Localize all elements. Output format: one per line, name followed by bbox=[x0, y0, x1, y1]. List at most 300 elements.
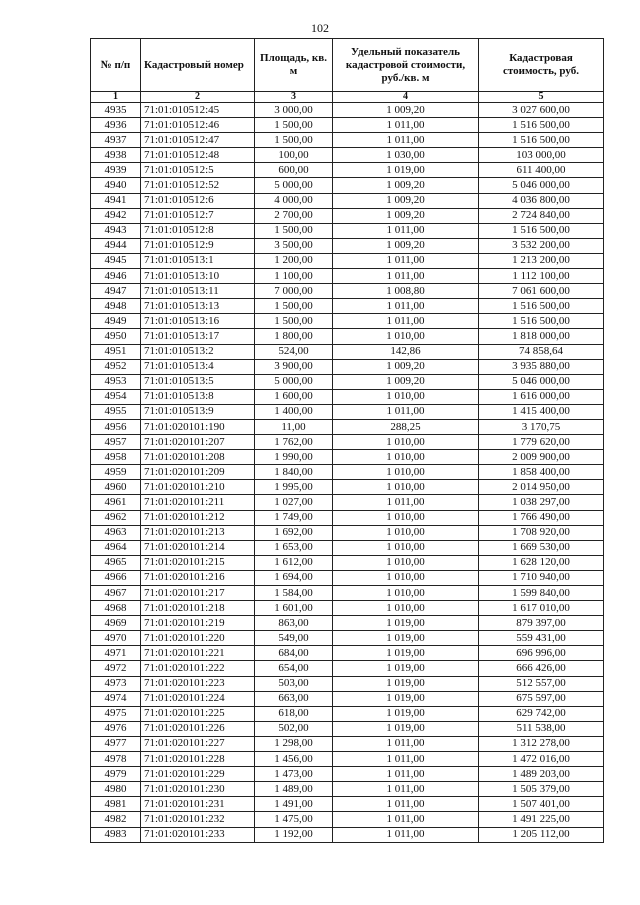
unit-value: 1 010,00 bbox=[333, 465, 479, 480]
cadastral-number: 71:01:010512:6 bbox=[141, 193, 255, 208]
row-index: 4939 bbox=[91, 163, 141, 178]
row-index: 4980 bbox=[91, 782, 141, 797]
cadastral-value: 512 557,00 bbox=[479, 676, 604, 691]
cadastral-value: 1 516 500,00 bbox=[479, 133, 604, 148]
cadastral-value: 74 858,64 bbox=[479, 344, 604, 359]
table-row bbox=[91, 329, 604, 344]
column-number-row bbox=[91, 92, 604, 103]
row-index: 4940 bbox=[91, 178, 141, 193]
table-row bbox=[91, 284, 604, 299]
row-index: 4972 bbox=[91, 661, 141, 676]
unit-value: 1 019,00 bbox=[333, 691, 479, 706]
cadastral-number: 71:01:020101:207 bbox=[141, 435, 255, 450]
cadastral-number: 71:01:020101:215 bbox=[141, 555, 255, 570]
area: 1 694,00 bbox=[255, 570, 333, 585]
row-index: 4961 bbox=[91, 495, 141, 510]
cadastral-value: 7 061 600,00 bbox=[479, 284, 604, 299]
unit-value: 1 010,00 bbox=[333, 435, 479, 450]
row-index: 4945 bbox=[91, 253, 141, 268]
cadastral-number: 71:01:010512:8 bbox=[141, 223, 255, 238]
table-row bbox=[91, 812, 604, 827]
cadastral-number: 71:01:010512:47 bbox=[141, 133, 255, 148]
row-index: 4959 bbox=[91, 465, 141, 480]
unit-value: 1 010,00 bbox=[333, 329, 479, 344]
area: 1 475,00 bbox=[255, 812, 333, 827]
table-row bbox=[91, 616, 604, 631]
cadastral-value: 1 205 112,00 bbox=[479, 827, 604, 842]
table-row bbox=[91, 676, 604, 691]
row-index: 4948 bbox=[91, 299, 141, 314]
cadastral-number: 71:01:020101:226 bbox=[141, 721, 255, 736]
table-row bbox=[91, 570, 604, 585]
cadastral-number: 71:01:010512:7 bbox=[141, 208, 255, 223]
area: 5 000,00 bbox=[255, 374, 333, 389]
unit-value: 1 011,00 bbox=[333, 299, 479, 314]
table-row bbox=[91, 586, 604, 601]
cadastral-value: 1 818 000,00 bbox=[479, 329, 604, 344]
cadastral-value: 3 170,75 bbox=[479, 419, 604, 434]
row-index: 4951 bbox=[91, 344, 141, 359]
area: 1 601,00 bbox=[255, 601, 333, 616]
row-index: 4973 bbox=[91, 676, 141, 691]
unit-value: 1 011,00 bbox=[333, 253, 479, 268]
area: 1 298,00 bbox=[255, 736, 333, 751]
row-index: 4946 bbox=[91, 269, 141, 284]
row-index: 4936 bbox=[91, 118, 141, 133]
table-row bbox=[91, 344, 604, 359]
cadastral-value: 4 036 800,00 bbox=[479, 193, 604, 208]
header-cadastral-value: Кадастровая стоимость, руб. bbox=[479, 39, 604, 92]
cadastral-number: 71:01:020101:216 bbox=[141, 570, 255, 585]
area: 1 473,00 bbox=[255, 767, 333, 782]
unit-value: 1 011,00 bbox=[333, 314, 479, 329]
unit-value: 1 011,00 bbox=[333, 118, 479, 133]
row-index: 4955 bbox=[91, 404, 141, 419]
table-row bbox=[91, 797, 604, 812]
table-row bbox=[91, 404, 604, 419]
table-row bbox=[91, 208, 604, 223]
unit-value: 1 009,20 bbox=[333, 208, 479, 223]
unit-value: 1 010,00 bbox=[333, 525, 479, 540]
table-row bbox=[91, 601, 604, 616]
unit-value: 1 011,00 bbox=[333, 223, 479, 238]
header-row bbox=[91, 39, 604, 92]
cadastral-value: 1 038 297,00 bbox=[479, 495, 604, 510]
unit-value: 1 019,00 bbox=[333, 676, 479, 691]
table-row bbox=[91, 223, 604, 238]
cadastral-value: 675 597,00 bbox=[479, 691, 604, 706]
cadastral-number: 71:01:020101:231 bbox=[141, 797, 255, 812]
column-number: 4 bbox=[333, 92, 479, 103]
area: 654,00 bbox=[255, 661, 333, 676]
page-number: 102 bbox=[311, 21, 329, 35]
cadastral-value: 1 516 500,00 bbox=[479, 314, 604, 329]
cadastral-value: 611 400,00 bbox=[479, 163, 604, 178]
unit-value: 1 010,00 bbox=[333, 450, 479, 465]
unit-value: 1 008,80 bbox=[333, 284, 479, 299]
area: 1 100,00 bbox=[255, 269, 333, 284]
table-row bbox=[91, 540, 604, 555]
table-row bbox=[91, 359, 604, 374]
cadastral-value: 1 507 401,00 bbox=[479, 797, 604, 812]
column-number: 1 bbox=[91, 92, 141, 103]
unit-value: 1 011,00 bbox=[333, 812, 479, 827]
area: 1 500,00 bbox=[255, 133, 333, 148]
area: 524,00 bbox=[255, 344, 333, 359]
cadastral-value: 1 491 225,00 bbox=[479, 812, 604, 827]
row-index: 4960 bbox=[91, 480, 141, 495]
table-row bbox=[91, 555, 604, 570]
row-index: 4954 bbox=[91, 389, 141, 404]
unit-value: 1 011,00 bbox=[333, 797, 479, 812]
table-row bbox=[91, 752, 604, 767]
unit-value: 288,25 bbox=[333, 419, 479, 434]
row-index: 4976 bbox=[91, 721, 141, 736]
cadastral-number: 71:01:020101:219 bbox=[141, 616, 255, 631]
cadastral-value: 1 415 400,00 bbox=[479, 404, 604, 419]
cadastral-value: 2 724 840,00 bbox=[479, 208, 604, 223]
area: 1 800,00 bbox=[255, 329, 333, 344]
table-row bbox=[91, 767, 604, 782]
row-index: 4952 bbox=[91, 359, 141, 374]
area: 1 990,00 bbox=[255, 450, 333, 465]
unit-value: 1 019,00 bbox=[333, 163, 479, 178]
row-index: 4964 bbox=[91, 540, 141, 555]
unit-value: 1 011,00 bbox=[333, 133, 479, 148]
row-index: 4935 bbox=[91, 103, 141, 118]
header-index: № п/п bbox=[91, 39, 141, 92]
row-index: 4966 bbox=[91, 570, 141, 585]
row-index: 4969 bbox=[91, 616, 141, 631]
row-index: 4982 bbox=[91, 812, 141, 827]
unit-value: 1 011,00 bbox=[333, 269, 479, 284]
cadastral-value: 2 014 950,00 bbox=[479, 480, 604, 495]
cadastral-number: 71:01:010513:1 bbox=[141, 253, 255, 268]
unit-value: 1 011,00 bbox=[333, 827, 479, 842]
unit-value: 1 011,00 bbox=[333, 782, 479, 797]
cadastral-number: 71:01:010512:46 bbox=[141, 118, 255, 133]
cadastral-value: 629 742,00 bbox=[479, 706, 604, 721]
row-index: 4962 bbox=[91, 510, 141, 525]
cadastral-number: 71:01:020101:225 bbox=[141, 706, 255, 721]
area: 1 491,00 bbox=[255, 797, 333, 812]
cadastral-value: 1 766 490,00 bbox=[479, 510, 604, 525]
cadastral-value: 1 616 000,00 bbox=[479, 389, 604, 404]
unit-value: 1 010,00 bbox=[333, 570, 479, 585]
cadastral-value: 1 505 379,00 bbox=[479, 782, 604, 797]
cadastral-value: 5 046 000,00 bbox=[479, 178, 604, 193]
row-index: 4970 bbox=[91, 631, 141, 646]
cadastral-value: 1 599 840,00 bbox=[479, 586, 604, 601]
header-area: Площадь, кв. м bbox=[255, 39, 333, 92]
cadastral-number: 71:01:020101:212 bbox=[141, 510, 255, 525]
table-row bbox=[91, 721, 604, 736]
table-row bbox=[91, 103, 604, 118]
unit-value: 1 011,00 bbox=[333, 404, 479, 419]
row-index: 4983 bbox=[91, 827, 141, 842]
unit-value: 1 010,00 bbox=[333, 510, 479, 525]
cadastral-value: 1 708 920,00 bbox=[479, 525, 604, 540]
unit-value: 1 019,00 bbox=[333, 661, 479, 676]
cadastral-number: 71:01:020101:214 bbox=[141, 540, 255, 555]
area: 5 000,00 bbox=[255, 178, 333, 193]
row-index: 4975 bbox=[91, 706, 141, 721]
cadastral-value: 1 710 940,00 bbox=[479, 570, 604, 585]
table-row bbox=[91, 374, 604, 389]
area: 2 700,00 bbox=[255, 208, 333, 223]
area: 11,00 bbox=[255, 419, 333, 434]
table-row bbox=[91, 480, 604, 495]
cadastral-number: 71:01:020101:217 bbox=[141, 586, 255, 601]
unit-value: 1 019,00 bbox=[333, 616, 479, 631]
cadastral-number: 71:01:020101:223 bbox=[141, 676, 255, 691]
unit-value: 1 019,00 bbox=[333, 721, 479, 736]
row-index: 4957 bbox=[91, 435, 141, 450]
row-index: 4949 bbox=[91, 314, 141, 329]
row-index: 4979 bbox=[91, 767, 141, 782]
table-row bbox=[91, 525, 604, 540]
unit-value: 1 010,00 bbox=[333, 601, 479, 616]
row-index: 4965 bbox=[91, 555, 141, 570]
row-index: 4978 bbox=[91, 752, 141, 767]
unit-value: 1 011,00 bbox=[333, 767, 479, 782]
cadastral-number: 71:01:010513:11 bbox=[141, 284, 255, 299]
cadastral-number: 71:01:020101:228 bbox=[141, 752, 255, 767]
unit-value: 1 010,00 bbox=[333, 540, 479, 555]
table-row bbox=[91, 706, 604, 721]
table-row bbox=[91, 419, 604, 434]
unit-value: 1 030,00 bbox=[333, 148, 479, 163]
table-row bbox=[91, 510, 604, 525]
table-row bbox=[91, 389, 604, 404]
table-header bbox=[91, 39, 604, 103]
table-row bbox=[91, 435, 604, 450]
cadastral-number: 71:01:020101:213 bbox=[141, 525, 255, 540]
area: 3 500,00 bbox=[255, 238, 333, 253]
row-index: 4968 bbox=[91, 601, 141, 616]
row-index: 4947 bbox=[91, 284, 141, 299]
unit-value: 1 010,00 bbox=[333, 555, 479, 570]
table-row bbox=[91, 118, 604, 133]
unit-value: 1 009,20 bbox=[333, 178, 479, 193]
area: 1 600,00 bbox=[255, 389, 333, 404]
table-row bbox=[91, 299, 604, 314]
cadastral-number: 71:01:020101:208 bbox=[141, 450, 255, 465]
cadastral-value: 1 669 530,00 bbox=[479, 540, 604, 555]
area: 1 840,00 bbox=[255, 465, 333, 480]
row-index: 4981 bbox=[91, 797, 141, 812]
table-row bbox=[91, 691, 604, 706]
row-index: 4958 bbox=[91, 450, 141, 465]
cadastral-value: 1 617 010,00 bbox=[479, 601, 604, 616]
row-index: 4943 bbox=[91, 223, 141, 238]
cadastral-number: 71:01:020101:224 bbox=[141, 691, 255, 706]
table-row bbox=[91, 646, 604, 661]
cadastral-number: 71:01:010513:16 bbox=[141, 314, 255, 329]
row-index: 4963 bbox=[91, 525, 141, 540]
cadastral-value: 5 046 000,00 bbox=[479, 374, 604, 389]
row-index: 4977 bbox=[91, 736, 141, 751]
cadastral-value: 3 935 880,00 bbox=[479, 359, 604, 374]
unit-value: 1 019,00 bbox=[333, 631, 479, 646]
cadastral-number: 71:01:020101:218 bbox=[141, 601, 255, 616]
area: 863,00 bbox=[255, 616, 333, 631]
table-row bbox=[91, 736, 604, 751]
cadastral-number: 71:01:010513:5 bbox=[141, 374, 255, 389]
cadastral-number: 71:01:020101:209 bbox=[141, 465, 255, 480]
area: 3 000,00 bbox=[255, 103, 333, 118]
cadastral-number: 71:01:010512:9 bbox=[141, 238, 255, 253]
cadastral-number: 71:01:020101:210 bbox=[141, 480, 255, 495]
area: 100,00 bbox=[255, 148, 333, 163]
cadastral-number: 71:01:010513:10 bbox=[141, 269, 255, 284]
unit-value: 1 009,20 bbox=[333, 103, 479, 118]
area: 618,00 bbox=[255, 706, 333, 721]
cadastral-number: 71:01:010513:8 bbox=[141, 389, 255, 404]
row-index: 4967 bbox=[91, 586, 141, 601]
area: 1 584,00 bbox=[255, 586, 333, 601]
cadastral-number: 71:01:010513:17 bbox=[141, 329, 255, 344]
cadastral-number: 71:01:010513:4 bbox=[141, 359, 255, 374]
area: 1 400,00 bbox=[255, 404, 333, 419]
unit-value: 1 009,20 bbox=[333, 359, 479, 374]
cadastral-value: 1 779 620,00 bbox=[479, 435, 604, 450]
area: 600,00 bbox=[255, 163, 333, 178]
cadastral-number: 71:01:010512:48 bbox=[141, 148, 255, 163]
table-row bbox=[91, 238, 604, 253]
cadastral-number: 71:01:020101:229 bbox=[141, 767, 255, 782]
row-index: 4956 bbox=[91, 419, 141, 434]
row-index: 4938 bbox=[91, 148, 141, 163]
cadastral-number: 71:01:020101:221 bbox=[141, 646, 255, 661]
area: 502,00 bbox=[255, 721, 333, 736]
column-number: 2 bbox=[141, 92, 255, 103]
table-row bbox=[91, 827, 604, 842]
table-body bbox=[91, 103, 604, 843]
cadastral-value: 1 516 500,00 bbox=[479, 118, 604, 133]
cadastral-number: 71:01:010513:2 bbox=[141, 344, 255, 359]
cadastral-number: 71:01:010513:13 bbox=[141, 299, 255, 314]
table-row bbox=[91, 193, 604, 208]
cadastral-value: 1 516 500,00 bbox=[479, 299, 604, 314]
cadastral-value: 511 538,00 bbox=[479, 721, 604, 736]
area: 1 500,00 bbox=[255, 314, 333, 329]
area: 1 456,00 bbox=[255, 752, 333, 767]
cadastral-value: 559 431,00 bbox=[479, 631, 604, 646]
row-index: 4953 bbox=[91, 374, 141, 389]
table-row bbox=[91, 661, 604, 676]
area: 1 027,00 bbox=[255, 495, 333, 510]
cadastral-value: 1 628 120,00 bbox=[479, 555, 604, 570]
column-number: 5 bbox=[479, 92, 604, 103]
cadastral-number: 71:01:020101:233 bbox=[141, 827, 255, 842]
row-index: 4971 bbox=[91, 646, 141, 661]
cadastral-number: 71:01:020101:211 bbox=[141, 495, 255, 510]
table-row bbox=[91, 163, 604, 178]
table-row bbox=[91, 465, 604, 480]
unit-value: 1 019,00 bbox=[333, 706, 479, 721]
area: 1 995,00 bbox=[255, 480, 333, 495]
cadastral-number: 71:01:010512:45 bbox=[141, 103, 255, 118]
cadastral-value: 1 213 200,00 bbox=[479, 253, 604, 268]
area: 1 200,00 bbox=[255, 253, 333, 268]
unit-value: 1 019,00 bbox=[333, 646, 479, 661]
table-row bbox=[91, 133, 604, 148]
unit-value: 142,86 bbox=[333, 344, 479, 359]
unit-value: 1 010,00 bbox=[333, 389, 479, 404]
row-index: 4974 bbox=[91, 691, 141, 706]
cadastral-table bbox=[90, 38, 604, 843]
area: 1 500,00 bbox=[255, 223, 333, 238]
unit-value: 1 010,00 bbox=[333, 586, 479, 601]
unit-value: 1 011,00 bbox=[333, 736, 479, 751]
table-row bbox=[91, 269, 604, 284]
area: 1 692,00 bbox=[255, 525, 333, 540]
area: 1 762,00 bbox=[255, 435, 333, 450]
cadastral-number: 71:01:010512:5 bbox=[141, 163, 255, 178]
column-number: 3 bbox=[255, 92, 333, 103]
unit-value: 1 011,00 bbox=[333, 752, 479, 767]
table-row bbox=[91, 782, 604, 797]
area: 684,00 bbox=[255, 646, 333, 661]
cadastral-value: 696 996,00 bbox=[479, 646, 604, 661]
table-row bbox=[91, 253, 604, 268]
area: 3 900,00 bbox=[255, 359, 333, 374]
cadastral-number: 71:01:020101:227 bbox=[141, 736, 255, 751]
area: 1 500,00 bbox=[255, 118, 333, 133]
cadastral-value: 879 397,00 bbox=[479, 616, 604, 631]
unit-value: 1 009,20 bbox=[333, 238, 479, 253]
table-row bbox=[91, 631, 604, 646]
cadastral-value: 2 009 900,00 bbox=[479, 450, 604, 465]
area: 503,00 bbox=[255, 676, 333, 691]
cadastral-value: 1 112 100,00 bbox=[479, 269, 604, 284]
cadastral-value: 1 516 500,00 bbox=[479, 223, 604, 238]
area: 1 612,00 bbox=[255, 555, 333, 570]
row-index: 4941 bbox=[91, 193, 141, 208]
row-index: 4944 bbox=[91, 238, 141, 253]
cadastral-value: 1 472 016,00 bbox=[479, 752, 604, 767]
area: 1 749,00 bbox=[255, 510, 333, 525]
cadastral-number: 71:01:020101:190 bbox=[141, 419, 255, 434]
area: 549,00 bbox=[255, 631, 333, 646]
row-index: 4950 bbox=[91, 329, 141, 344]
cadastral-value: 1 489 203,00 bbox=[479, 767, 604, 782]
cadastral-number: 71:01:010513:9 bbox=[141, 404, 255, 419]
area: 1 500,00 bbox=[255, 299, 333, 314]
cadastral-number: 71:01:020101:220 bbox=[141, 631, 255, 646]
table-row bbox=[91, 314, 604, 329]
unit-value: 1 010,00 bbox=[333, 480, 479, 495]
area: 1 489,00 bbox=[255, 782, 333, 797]
row-index: 4942 bbox=[91, 208, 141, 223]
cadastral-value: 1 858 400,00 bbox=[479, 465, 604, 480]
unit-value: 1 009,20 bbox=[333, 374, 479, 389]
cadastral-value: 103 000,00 bbox=[479, 148, 604, 163]
cadastral-number: 71:01:020101:230 bbox=[141, 782, 255, 797]
table-row bbox=[91, 178, 604, 193]
row-index: 4937 bbox=[91, 133, 141, 148]
area: 1 653,00 bbox=[255, 540, 333, 555]
header-cadastral-number: Кадастровый номер bbox=[141, 39, 255, 92]
unit-value: 1 009,20 bbox=[333, 193, 479, 208]
area: 4 000,00 bbox=[255, 193, 333, 208]
cadastral-value: 3 532 200,00 bbox=[479, 238, 604, 253]
area: 663,00 bbox=[255, 691, 333, 706]
cadastral-value: 3 027 600,00 bbox=[479, 103, 604, 118]
unit-value: 1 011,00 bbox=[333, 495, 479, 510]
table-row bbox=[91, 495, 604, 510]
